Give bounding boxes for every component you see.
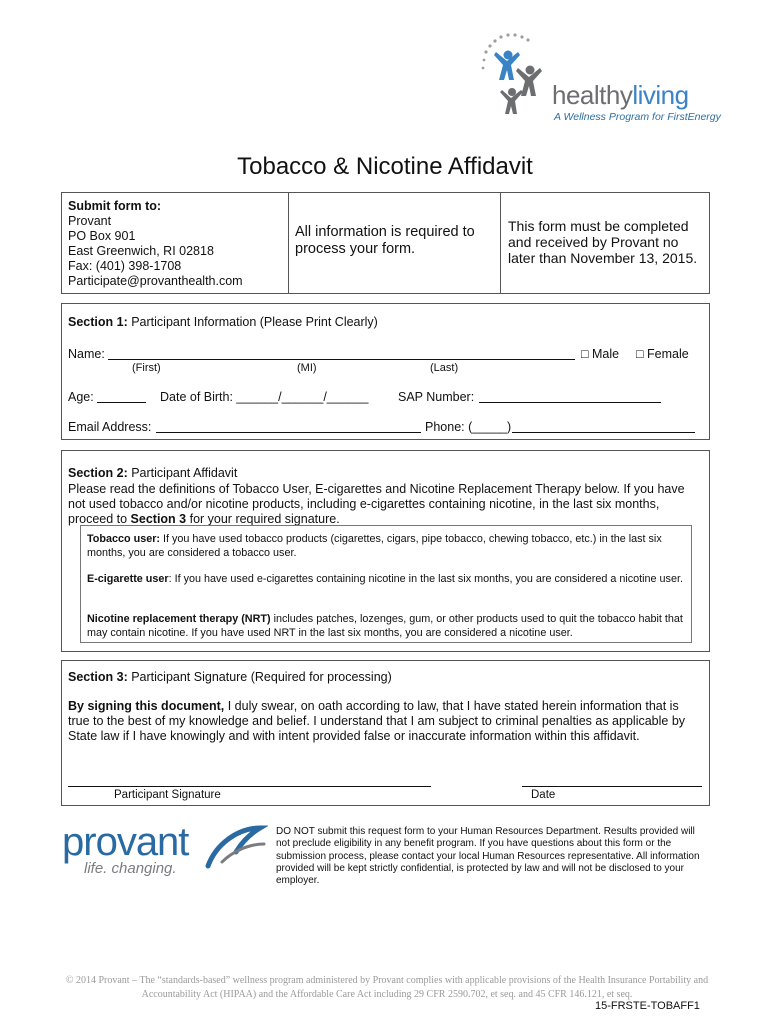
provant-wordmark: provant xyxy=(62,820,189,864)
brand-tagline: A Wellness Program for FirstEnergy xyxy=(554,111,721,123)
page-title: Tobacco & Nicotine Affidavit xyxy=(237,153,533,180)
address-line: East Greenwich, RI 02818 xyxy=(68,244,214,258)
name-input-line[interactable] xyxy=(108,359,575,360)
submit-heading: Submit form to: xyxy=(68,199,162,213)
last-name-caption: (Last) xyxy=(430,362,459,374)
first-name-caption: (First) xyxy=(132,362,161,374)
email-label: Email Address: xyxy=(68,420,152,434)
provant-swoosh-icon xyxy=(202,822,268,872)
section1-participant-info xyxy=(61,303,710,440)
date-line[interactable] xyxy=(522,786,702,787)
section2-affidavit xyxy=(61,450,710,652)
signature-caption: Participant Signature xyxy=(114,789,221,801)
provant-slogan: life. changing. xyxy=(84,860,177,877)
address-line: Provant xyxy=(68,214,112,228)
section1-heading: Section 1: Participant Information (Please Print Clearly) xyxy=(68,315,378,329)
male-checkbox[interactable]: □ Male xyxy=(581,347,620,361)
brand-living: living xyxy=(632,80,689,110)
submit-required-cell xyxy=(288,193,501,293)
date-caption: Date xyxy=(531,789,556,801)
email-link[interactable]: Participate@provanthealth.com xyxy=(68,274,243,288)
definition-tobacco-user: Tobacco user: If you have used tobacco products (cigarettes, cigars, pipe tobacco, chewing tobacco, etc.) in the last six months, you are considered a tobacco user. xyxy=(87,533,662,559)
definitions-box xyxy=(80,525,692,643)
required-notice: All information is required to process your form. xyxy=(295,224,475,257)
definition-nrt: Nicotine replacement therapy (NRT) includes patches, lozenges, gum, or other products used to quit the tobacco habit that may contain nicotine. If you have used NRT in the last six months, you are considered a nicotine user. xyxy=(87,613,683,639)
submit-address-cell xyxy=(62,193,289,293)
deadline-notice: This form must be completed and received by Provant no later than November 13, 2015. xyxy=(508,218,698,266)
form-code: 15-FRSTE-TOBAFF1 xyxy=(595,1000,700,1012)
signature-line[interactable] xyxy=(68,786,431,787)
fax-line: Fax: (401) 398-1708 xyxy=(68,259,182,273)
hr-disclaimer: DO NOT submit this request form to your Human Resources Department. Results provided will not preclude eligibility in any benefit program. If you have questions about this form or the submission process, please contact your local Human Resources representative. All information provided will be kept strictly confidential, is protected by law and will not be disclosed to your employer. xyxy=(276,826,700,887)
section2-heading: Section 2: Participant Affidavit xyxy=(68,466,238,480)
middle-initial-caption: (MI) xyxy=(297,362,317,374)
provant-logo xyxy=(62,820,272,884)
email-input-line[interactable] xyxy=(156,432,421,433)
section3-oath: By signing this document, I duly swear, on oath according to law, that I have stated herein information that is true to the best of my knowledge and belief. I understand that I am subject to criminal penalties as applicable by State law if I have knowingly and with intent provided false or inaccurate information within this affidavit. xyxy=(68,699,686,743)
definition-ecigarette-user: E-cigarette user: If you have used e-cigarettes containing nicotine in the last six months, you are considered a nicotine user. xyxy=(87,573,683,585)
submit-deadline-cell xyxy=(500,193,709,293)
age-label: Age: xyxy=(68,390,94,404)
address-line: PO Box 901 xyxy=(68,229,136,243)
age-input-line[interactable] xyxy=(97,402,146,403)
healthyliving-logo xyxy=(478,30,721,130)
section3-signature xyxy=(61,660,710,806)
submit-info-table xyxy=(61,192,710,294)
phone-input-line[interactable] xyxy=(512,432,695,433)
sap-input-line[interactable] xyxy=(479,402,661,403)
female-checkbox[interactable]: □ Female xyxy=(636,347,689,361)
footer-legal: © 2014 Provant – The “standards-based” wellness program administered by Provant complies with applicable provisions of the Health Insurance Portability and Accountability Act (HIPAA) and the Affordable Care Act including 29 CFR 2590.702, et seq. and 45 CFR 146.121, et seq. xyxy=(65,975,709,1000)
healthyliving-figures-icon xyxy=(478,30,558,130)
brand-healthy: healthy xyxy=(552,80,633,110)
name-label: Name: xyxy=(68,347,105,361)
section3-heading: Section 3: Participant Signature (Required for processing) xyxy=(68,670,392,684)
section2-intro: Please read the definitions of Tobacco User, E-cigarettes and Nicotine Replacement Therapy below. If you have not used tobacco and/or nicotine products, including e-cigarettes containing nicotine, in the last six months, proceed to Section 3 for your required signature. xyxy=(68,482,685,526)
sap-label: SAP Number: xyxy=(398,390,475,404)
phone-label: Phone: (_____) xyxy=(425,420,512,434)
dob-field[interactable]: Date of Birth: ______/______/______ xyxy=(160,390,369,404)
